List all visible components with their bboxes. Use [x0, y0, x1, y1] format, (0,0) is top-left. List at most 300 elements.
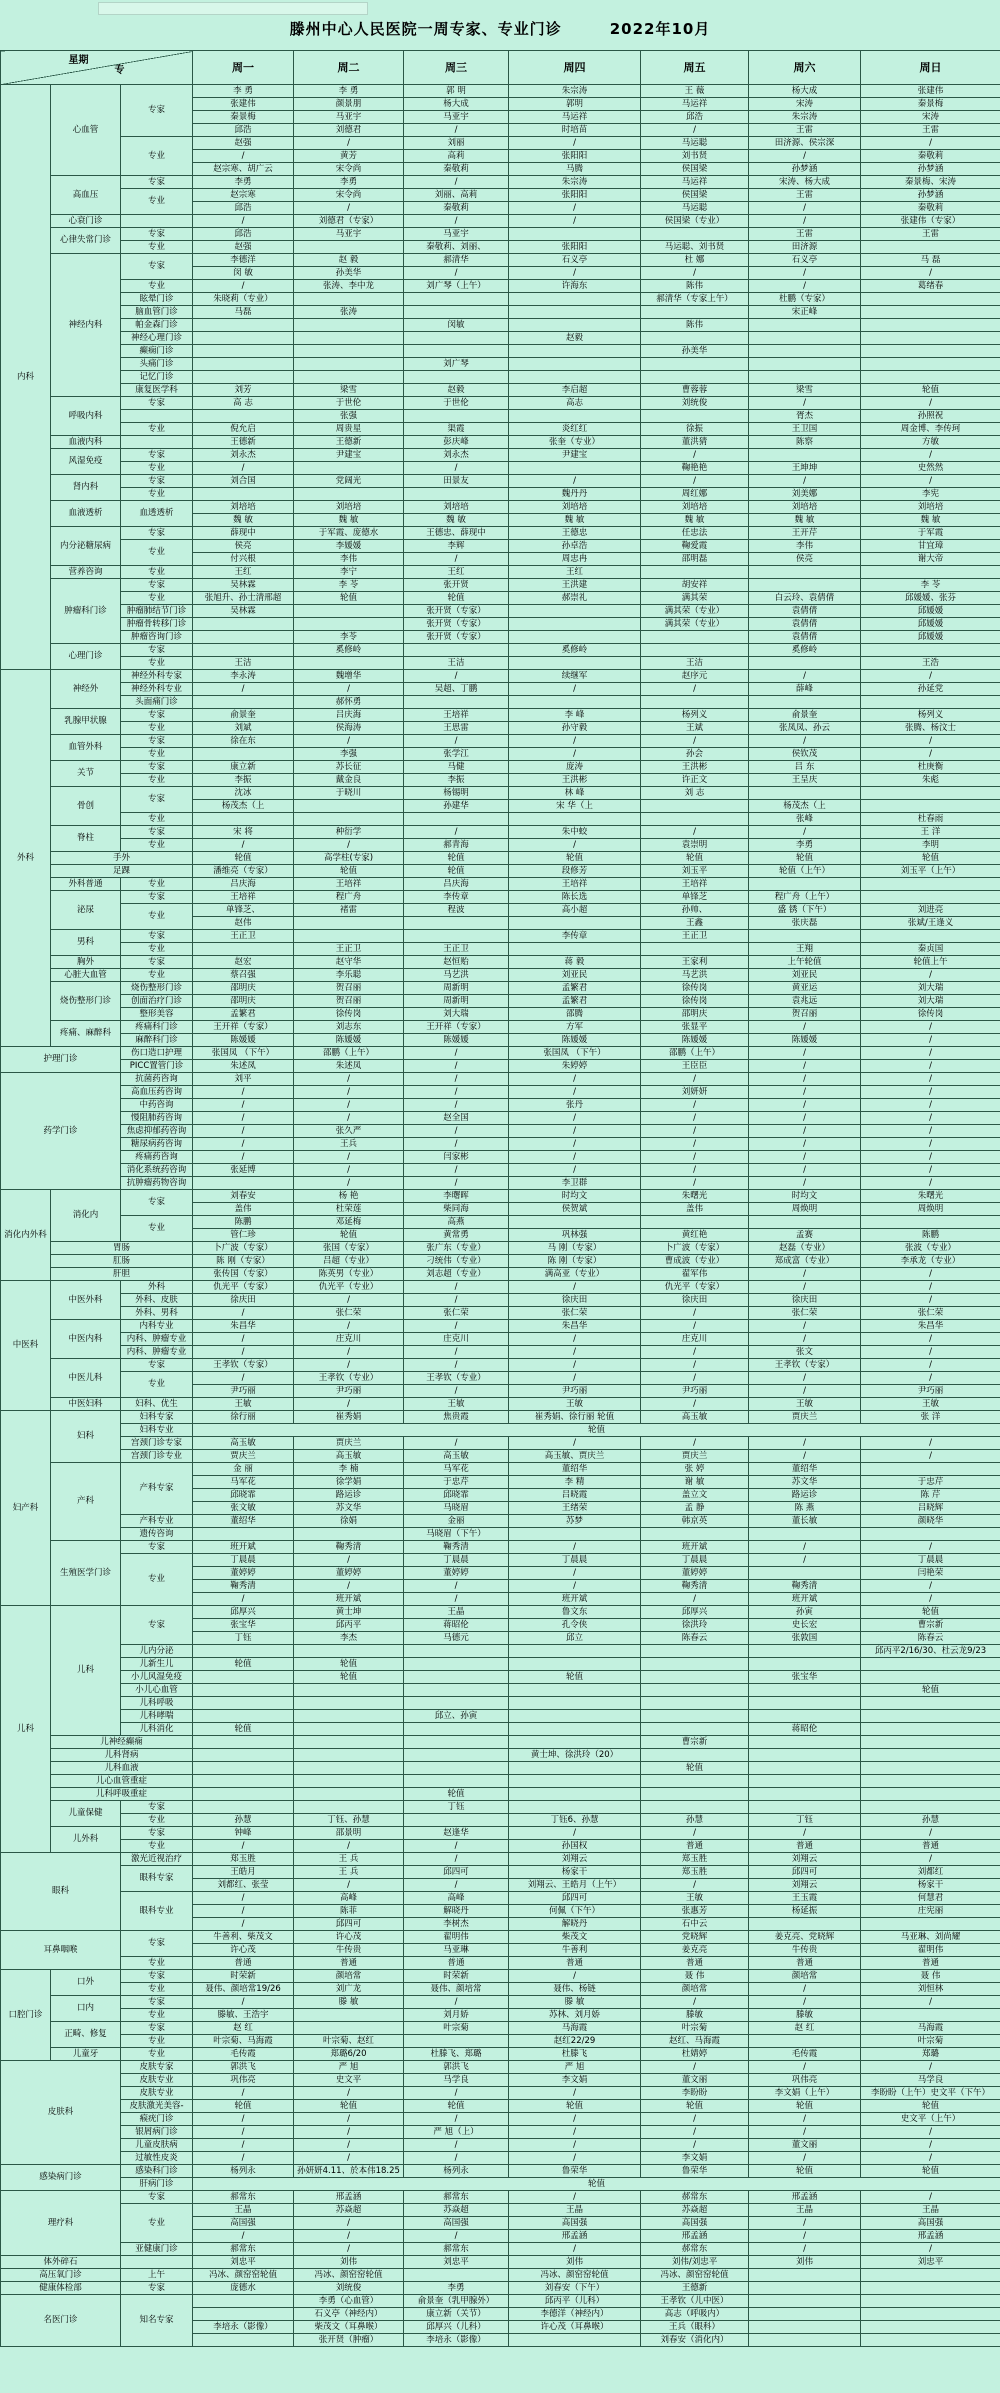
row-label: 泌尿: [51, 891, 121, 930]
schedule-cell: 聂伟、颜培常: [404, 1983, 509, 1996]
schedule-cell: 邢孟涵: [509, 2230, 641, 2243]
schedule-row: [1, 696, 1000, 709]
schedule-cell: 苏梦: [509, 1515, 641, 1528]
schedule-cell: 颜晓华: [861, 1515, 1000, 1528]
schedule-cell: /: [861, 1034, 1000, 1047]
schedule-cell: [193, 1671, 294, 1684]
schedule-cell: 叶宗菊: [641, 2022, 749, 2035]
schedule-cell: 孙梦涵: [749, 163, 861, 176]
row-label: [121, 215, 193, 228]
schedule-cell: 李乐聪: [294, 969, 404, 982]
schedule-cell: 赵全国: [404, 1112, 509, 1125]
schedule-cell: [641, 1801, 749, 1814]
schedule-cell: 宋令尚: [294, 163, 404, 176]
schedule-cell: [509, 358, 641, 371]
row-label: 知名专家: [121, 2295, 193, 2347]
row-label: 专业: [121, 722, 193, 735]
row-label: 麻醉科门诊: [121, 1034, 193, 1047]
schedule-cell: 尹巧丽: [861, 1385, 1000, 1398]
row-label: 专家: [121, 1827, 193, 1840]
schedule-cell: 杜春雨: [861, 813, 1000, 826]
schedule-cell: 庄克川: [404, 1333, 509, 1346]
schedule-cell: 鲁荣华: [641, 2165, 749, 2178]
schedule-cell: [749, 878, 861, 891]
row-label: 儿科消化: [121, 1723, 193, 1736]
schedule-cell: 翟军伟: [641, 1268, 749, 1281]
schedule-cell: 丁晨晨: [193, 1554, 294, 1567]
schedule-row: [1, 1736, 1000, 1749]
schedule-cell: /: [861, 1580, 1000, 1593]
schedule-cell: 董绍华: [509, 1463, 641, 1476]
schedule-cell: 邢孟涵: [641, 2230, 749, 2243]
schedule-cell: 刘忠平: [404, 2256, 509, 2269]
schedule-cell: 邵鹏（上午）: [641, 1047, 749, 1060]
schedule-cell: [861, 787, 1000, 800]
schedule-cell: 侯国梁（专业）: [641, 215, 749, 228]
schedule-cell: [509, 1775, 641, 1788]
schedule-cell: [641, 332, 749, 345]
schedule-cell: 张国凤 （下午）: [193, 1047, 294, 1060]
schedule-cell: /: [641, 475, 749, 488]
schedule-row: [1, 566, 1000, 579]
schedule-cell: 周金博、李传珂: [861, 423, 1000, 436]
schedule-cell: 郭 明: [404, 85, 509, 98]
schedule-cell: 张仁荣: [861, 1307, 1000, 1320]
row-label: 中药咨询: [121, 1099, 193, 1112]
schedule-cell: 秦贞国: [861, 943, 1000, 956]
row-label: 呼吸内科: [51, 397, 121, 436]
schedule-cell: /: [641, 1164, 749, 1177]
schedule-cell: 牛善利: [509, 1944, 641, 1957]
schedule-cell: 许海东: [509, 280, 641, 293]
schedule-cell: 满其荣（专业）: [641, 618, 749, 631]
schedule-cell: 李振: [404, 774, 509, 787]
schedule-cell: 张建伟: [861, 85, 1000, 98]
schedule-cell: /: [641, 1359, 749, 1372]
schedule-row: [1, 1047, 1000, 1060]
schedule-cell: 李传章: [509, 930, 641, 943]
schedule-cell: 尹巧丽: [509, 1385, 641, 1398]
schedule-cell: [193, 631, 294, 644]
schedule-row: [1, 1333, 1000, 1346]
schedule-row: [1, 1164, 1000, 1177]
schedule-cell: 陈媛媛: [509, 1034, 641, 1047]
schedule-cell: 徐庆田: [193, 1294, 294, 1307]
schedule-cell: [749, 696, 861, 709]
schedule-cell: 轮值: [294, 1658, 404, 1671]
schedule-cell: 轮值: [193, 2100, 294, 2113]
schedule-cell: 黄士坤: [294, 1606, 404, 1619]
schedule-cell: 王卫国: [749, 423, 861, 436]
row-label: 神经外科专业: [121, 683, 193, 696]
schedule-row: [1, 735, 1000, 748]
schedule-cell: [294, 1749, 404, 1762]
schedule-cell: /: [193, 1151, 294, 1164]
row-label: 专业: [121, 2009, 193, 2022]
schedule-cell: [749, 2321, 861, 2334]
schedule-cell: /: [861, 670, 1000, 683]
schedule-cell: 轮值: [749, 2100, 861, 2113]
schedule-cell: 王洁: [404, 657, 509, 670]
schedule-cell: 李 楠: [294, 1463, 404, 1476]
schedule-row: [1, 865, 1000, 878]
schedule-cell: 朱昌华: [861, 1320, 1000, 1333]
schedule-cell: [749, 1658, 861, 1671]
schedule-cell: /: [641, 2139, 749, 2152]
schedule-row: [1, 1151, 1000, 1164]
schedule-cell: /: [861, 735, 1000, 748]
schedule-cell: [861, 1762, 1000, 1775]
schedule-cell: /: [749, 1385, 861, 1398]
schedule-cell: [294, 293, 404, 306]
schedule-row: [1, 2178, 1000, 2191]
schedule-row: [1, 787, 1000, 800]
schedule-cell: 黄常勇: [404, 1229, 509, 1242]
schedule-cell: 普通: [294, 1957, 404, 1970]
schedule-cell: /: [861, 1138, 1000, 1151]
schedule-cell: [861, 345, 1000, 358]
row-label: 神经外科专家: [121, 670, 193, 683]
row-label: 血液透析: [51, 501, 121, 527]
schedule-cell: 张波（专业）: [861, 1242, 1000, 1255]
schedule-row: [1, 1684, 1000, 1697]
schedule-cell: 徐传岗: [294, 1008, 404, 1021]
schedule-cell: 王培祥: [404, 709, 509, 722]
schedule-cell: 吴林霖: [193, 579, 294, 592]
schedule-cell: 王德新: [294, 436, 404, 449]
schedule-cell: 魏 敏: [861, 514, 1000, 527]
schedule-cell: [193, 943, 294, 956]
schedule-row: [1, 1840, 1000, 1853]
schedule-cell: 张峰: [749, 813, 861, 826]
schedule-cell: /: [193, 1086, 294, 1099]
schedule-cell: 董文丽: [641, 2074, 749, 2087]
schedule-cell: [749, 579, 861, 592]
schedule-cell: 侯国梁: [641, 189, 749, 202]
schedule-cell: 张延博: [193, 1164, 294, 1177]
schedule-cell: 解晓丹: [404, 1905, 509, 1918]
schedule-cell: 于忠芹: [861, 1476, 1000, 1489]
schedule-row: [1, 995, 1000, 1008]
row-label: 口内: [51, 1996, 121, 2022]
schedule-cell: /: [509, 1112, 641, 1125]
schedule-cell: 张久严: [294, 1125, 404, 1138]
schedule-cell: 邵鹏（上午）: [294, 1047, 404, 1060]
schedule-cell: /: [404, 735, 509, 748]
row-label: 烧伤整形门诊: [51, 982, 121, 1021]
schedule-cell: [193, 1177, 294, 1190]
row-label: 耳鼻咽喉: [1, 1931, 121, 1970]
schedule-cell: 解晓丹: [509, 1918, 641, 1931]
schedule-cell: 杜 娜: [641, 254, 749, 267]
schedule-cell: 赵 红: [193, 2022, 294, 2035]
schedule-cell: [193, 319, 294, 332]
schedule-cell: 马艺洪: [641, 969, 749, 982]
schedule-cell: 马亚宇: [294, 228, 404, 241]
schedule-cell: [641, 410, 749, 423]
schedule-cell: 叶宗菊、马海霞: [193, 2035, 294, 2048]
schedule-cell: 轮值: [193, 852, 294, 865]
schedule-row: [1, 878, 1000, 891]
schedule-cell: /: [749, 1073, 861, 1086]
schedule-row: [1, 761, 1000, 774]
schedule-cell: 王敏: [404, 1398, 509, 1411]
row-label: 产科专业: [121, 1515, 193, 1528]
schedule-cell: /: [404, 1385, 509, 1398]
schedule-cell: 陈菲: [294, 1905, 404, 1918]
row-label: 儿科: [1, 1606, 51, 1853]
schedule-cell: [861, 1918, 1000, 1931]
schedule-cell: 刘培培: [749, 501, 861, 514]
schedule-cell: 刘培培: [404, 501, 509, 514]
schedule-cell: /: [641, 1112, 749, 1125]
schedule-cell: 王皓月: [193, 1866, 294, 1879]
schedule-cell: 魏 敏: [404, 514, 509, 527]
schedule-cell: 轮值: [749, 852, 861, 865]
schedule-row: [1, 2204, 1000, 2217]
schedule-cell: 张奎（专业）: [509, 436, 641, 449]
schedule-cell: /: [404, 1177, 509, 1190]
schedule-cell: 王敏: [641, 1892, 749, 1905]
schedule-row: [1, 436, 1000, 449]
schedule-row: [1, 2009, 1000, 2022]
schedule-cell: 贺召丽: [749, 1008, 861, 1021]
schedule-cell: 聂 伟: [641, 1970, 749, 1983]
schedule-cell: 张凤凤、孙云: [749, 722, 861, 735]
schedule-cell: /: [509, 1437, 641, 1450]
schedule-cell: 邱四可: [509, 1892, 641, 1905]
schedule-cell: 李明: [861, 839, 1000, 852]
schedule-cell: 王玉霞: [749, 1892, 861, 1905]
schedule-cell: 王洁: [193, 657, 294, 670]
row-label: 血管外科: [51, 735, 121, 761]
schedule-cell: 朱昌华: [193, 1320, 294, 1333]
row-label: 专家: [121, 85, 193, 137]
row-label: 专业: [121, 1957, 193, 1970]
schedule-cell: 冯冰、颜窑窑轮值: [294, 2269, 404, 2282]
schedule-cell: /: [193, 1307, 294, 1320]
schedule-cell: 马磊: [193, 306, 294, 319]
row-label: 足踝: [51, 865, 193, 878]
schedule-cell: 董文丽: [749, 2139, 861, 2152]
schedule-row: [1, 137, 1000, 150]
row-label: 银屑病门诊: [121, 2126, 193, 2139]
row-label: 头面痛门诊: [121, 696, 193, 709]
schedule-cell: 王兵: [294, 1138, 404, 1151]
schedule-cell: /: [294, 1580, 404, 1593]
schedule-cell: /: [404, 1320, 509, 1333]
schedule-cell: 闵 敏: [193, 267, 294, 280]
schedule-month: 2022年10月: [609, 20, 711, 38]
schedule-cell: [861, 2269, 1000, 2282]
schedule-cell: 方敏: [861, 436, 1000, 449]
schedule-cell: [641, 1645, 749, 1658]
schedule-cell: /: [861, 1099, 1000, 1112]
schedule-cell: 孙美华: [641, 345, 749, 358]
schedule-cell: 马学良: [404, 2074, 509, 2087]
schedule-cell: [749, 1697, 861, 1710]
schedule-cell: 张文: [749, 1346, 861, 1359]
schedule-cell: 马亚宇: [404, 228, 509, 241]
row-label: 儿心血管重症: [51, 1775, 193, 1788]
schedule-row: [1, 332, 1000, 345]
row-label: 健康体检部: [1, 2282, 121, 2295]
schedule-row: [1, 1372, 1000, 1385]
schedule-cell: 杨列永: [404, 2165, 509, 2178]
schedule-cell: [509, 1684, 641, 1697]
row-label: 产科专家: [121, 1463, 193, 1515]
schedule-cell: 程波: [404, 904, 509, 917]
schedule-row: [1, 254, 1000, 267]
schedule-cell: 牛善利、柴茂文: [193, 1931, 294, 1944]
row-label: 消化内外科: [1, 1190, 51, 1281]
row-label: 专家: [121, 826, 193, 839]
schedule-cell: 孟繁君: [509, 982, 641, 995]
schedule-cell: /: [294, 2217, 404, 2230]
schedule-cell: 滕 敏: [509, 1996, 641, 2009]
schedule-cell: 陈春云: [861, 1632, 1000, 1645]
schedule-cell: 邵明庆: [641, 1008, 749, 1021]
schedule-cell: [641, 943, 749, 956]
schedule-cell: 王浩: [861, 657, 1000, 670]
schedule-cell: 丁钰: [404, 1801, 509, 1814]
schedule-cell: 冯冰、颜窑窑轮值: [641, 2269, 749, 2282]
schedule-cell: 王敏: [193, 1398, 294, 1411]
schedule-cell: 王绪荣: [509, 1502, 641, 1515]
row-label: 儿童保健: [51, 1801, 121, 1827]
schedule-cell: 赵守华: [294, 956, 404, 969]
schedule-cell: 王斌: [641, 722, 749, 735]
top-decorative-box: [98, 2, 368, 15]
schedule-row: [1, 774, 1000, 787]
schedule-cell: [749, 319, 861, 332]
schedule-cell: [509, 306, 641, 319]
schedule-cell: 吕超（专业）: [294, 1255, 404, 1268]
schedule-cell: 李辉: [404, 540, 509, 553]
schedule-cell: 仇光平（专家）: [641, 1281, 749, 1294]
schedule-cell: 叶宗菊: [861, 2035, 1000, 2048]
schedule-cell: /: [861, 1047, 1000, 1060]
schedule-cell: 王洪彬: [509, 774, 641, 787]
schedule-cell: 刘都红、张莹: [193, 1879, 294, 1892]
row-label: 肛肠: [51, 1255, 193, 1268]
schedule-cell: [861, 2009, 1000, 2022]
schedule-cell: /: [641, 449, 749, 462]
schedule-cell: 戴金良: [294, 774, 404, 787]
schedule-cell: [294, 2022, 404, 2035]
schedule-cell: /: [294, 683, 404, 696]
schedule-cell: /: [749, 1047, 861, 1060]
row-label: 专业: [121, 137, 193, 176]
schedule-row: [1, 2256, 1000, 2269]
schedule-cell: /: [749, 2113, 861, 2126]
schedule-row: [1, 1996, 1000, 2009]
schedule-cell: 马运祥: [641, 176, 749, 189]
schedule-cell: 王敏: [509, 1398, 641, 1411]
schedule-cell: /: [861, 267, 1000, 280]
schedule-cell: 石义亭: [749, 254, 861, 267]
row-label: 皮肤专业: [121, 2074, 193, 2087]
schedule-cell: 邱厚兴: [641, 1606, 749, 1619]
schedule-cell: [861, 1775, 1000, 1788]
schedule-cell: 陈英男（专业）: [294, 1268, 404, 1281]
schedule-cell: 周红娜: [641, 488, 749, 501]
schedule-cell: 李媛媛: [294, 540, 404, 553]
schedule-cell: /: [509, 1086, 641, 1099]
schedule-cell: /: [509, 2243, 641, 2256]
schedule-cell: 徐在东: [193, 735, 294, 748]
schedule-cell: /: [749, 735, 861, 748]
schedule-cell: 魏 敏: [509, 514, 641, 527]
schedule-cell: 轮值: [641, 1762, 749, 1775]
schedule-cell: [641, 1216, 749, 1229]
schedule-row: [1, 1008, 1000, 1021]
schedule-cell: /: [404, 1437, 509, 1450]
schedule-row: [1, 1762, 1000, 1775]
schedule-cell: 轮值: [509, 2100, 641, 2113]
schedule-cell: 郝常东: [404, 2243, 509, 2256]
schedule-cell: 韩京英: [641, 1515, 749, 1528]
schedule-cell: 马艺洪: [404, 969, 509, 982]
schedule-cell: /: [193, 1840, 294, 1853]
schedule-cell: 刘忠平: [861, 2256, 1000, 2269]
schedule-cell: /: [861, 2152, 1000, 2165]
schedule-cell: [641, 1723, 749, 1736]
schedule-cell: 黄亚运: [749, 982, 861, 995]
schedule-cell: 邵明磊: [641, 553, 749, 566]
schedule-cell: 朱宗涛: [509, 85, 641, 98]
schedule-cell: 邱浩: [193, 124, 294, 137]
schedule-cell: 颜培常: [294, 1970, 404, 1983]
title-bar: [0, 0, 1000, 50]
schedule-cell: 李盼盼（上午）史文平（下午）: [861, 2087, 1000, 2100]
schedule-cell: 王敏: [749, 1398, 861, 1411]
schedule-cell: 轮值: [749, 2165, 861, 2178]
schedule-cell: [861, 1697, 1000, 1710]
row-label: 肿瘤肺结节门诊: [121, 605, 193, 618]
schedule-row: [1, 2269, 1000, 2282]
schedule-row: [1, 319, 1000, 332]
schedule-cell: /: [861, 1372, 1000, 1385]
schedule-cell: 于世伦: [404, 397, 509, 410]
schedule-cell: [509, 1801, 641, 1814]
schedule-cell: [861, 2282, 1000, 2295]
schedule-cell: /: [749, 1268, 861, 1281]
schedule-cell: 李勇: [404, 2282, 509, 2295]
schedule-cell: 张涛、李中龙: [294, 280, 404, 293]
schedule-cell: [193, 1749, 294, 1762]
schedule-cell: /: [404, 1294, 509, 1307]
schedule-cell: 蒋昭伦: [404, 1619, 509, 1632]
schedule-cell: 刘培培: [294, 501, 404, 514]
schedule-cell: 钟峰: [193, 1827, 294, 1840]
schedule-cell: 孙美华: [294, 267, 404, 280]
schedule-cell: 邱媛媛、张芬: [861, 592, 1000, 605]
schedule-cell: /: [193, 1138, 294, 1151]
schedule-row: [1, 2087, 1000, 2100]
schedule-cell: [509, 1762, 641, 1775]
schedule-cell: /: [294, 1294, 404, 1307]
schedule-cell: 刘丽、高莉: [404, 189, 509, 202]
schedule-cell: /: [294, 1177, 404, 1190]
schedule-cell: 崔秀娟、徐行丽 轮值: [509, 1411, 641, 1424]
schedule-cell: 满高亚（专业）: [509, 1268, 641, 1281]
schedule-cell: [294, 358, 404, 371]
schedule-cell: 郭洪飞: [193, 2061, 294, 2074]
schedule-cell: 程广舟（上午）: [749, 891, 861, 904]
schedule-cell: /: [404, 1164, 509, 1177]
schedule-cell: /: [641, 1827, 749, 1840]
